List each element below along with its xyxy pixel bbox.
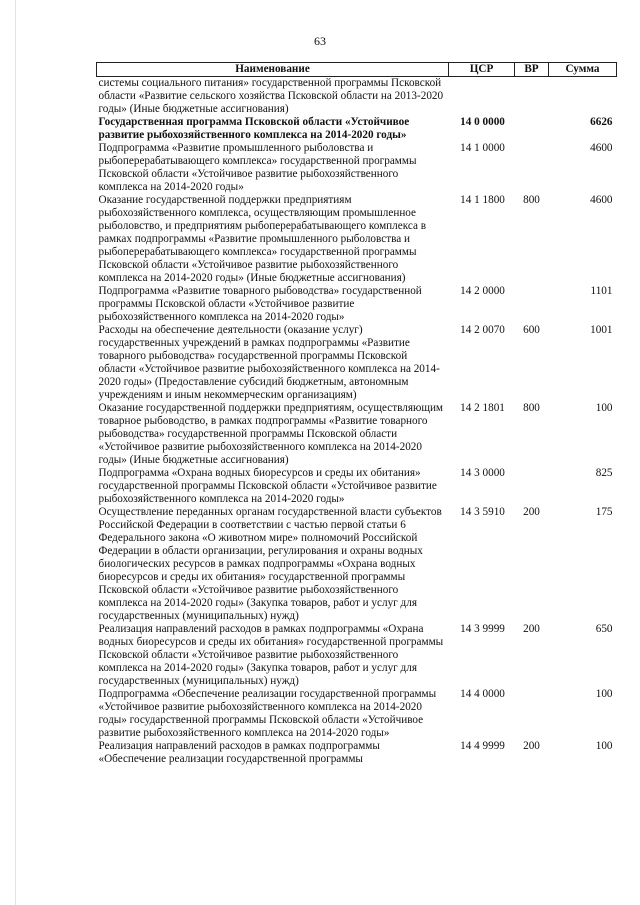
row-sum-cell: 6626	[590, 116, 613, 128]
row-csr-cell: 14 3 9999	[460, 623, 505, 635]
row-name-cell: Расходы на обеспечение деятельности (оказание услуг) государственных учреждений в рамках подпрограммы «Развитие товарного рыбоводства» государственной программы Псковской области «Устойчивое развитие рыбохозяйственного комплекса на 2014-2020 годы» (Предоставление субсидий бюджетным, автономным учреждениям и иным некоммерческим организациям)	[98, 324, 440, 401]
scan-edge-line	[15, 0, 16, 905]
row-vr-cell	[515, 116, 549, 142]
row-name-cell: Оказание государственной поддержки предприятиям рыбохозяйственного комплекса, осуществляющим промышленное рыболовство, и предприятиям рыбоперерабатывающего комплекса в рамках подпрограммы «Развитие промышленного рыболовства и рыбоперерабатывающего комплекса» государственной программы Псковской области «Устойчивое развитие рыбохозяйственного комплекса на 2014-2020 годы» (Иные бюджетные ассигнования)	[98, 194, 427, 284]
row-sum-cell: 100	[595, 740, 613, 752]
table-row	[97, 324, 617, 402]
row-csr-cell	[449, 77, 515, 117]
row-vr-cell	[515, 285, 549, 324]
row-sum-cell: 1101	[590, 285, 613, 297]
row-vr-cell: 200	[523, 506, 540, 518]
row-csr-cell: 14 4 9999	[460, 740, 505, 752]
row-name-cell: Подпрограмма «Развитие промышленного рыболовства и рыбоперерабатывающего комплекса» государственной программы Псковской области «Устойчивое развитие рыбохозяйственного комплекса на 2014-2020 годы»	[98, 142, 417, 193]
row-name-cell: Подпрограмма «Развитие товарного рыбоводства» государственной программы Псковской области «Устойчивое развитие рыбохозяйственного комплекса на 2014-2020 годы»	[98, 285, 422, 323]
row-name-cell: Реализация направлений расходов в рамках подпрограммы «Охрана водных биоресурсов и среды их обитания» государственной программы Псковской области «Устойчивое развитие рыбохозяйственного комплекса на 2014-2020 годы» (Закупка товаров, работ и услуг для государственных (муниципальных) нужд)	[98, 623, 444, 687]
table-row	[97, 285, 617, 324]
table-row	[97, 740, 617, 766]
table-row	[97, 688, 617, 740]
table-header	[97, 63, 617, 77]
row-csr-cell: 14 2 1801	[460, 402, 505, 414]
row-sum-cell: 650	[595, 623, 613, 635]
row-sum-cell: 100	[595, 688, 613, 700]
table-body	[97, 77, 617, 767]
row-sum-cell: 175	[595, 506, 613, 518]
table-row	[97, 194, 617, 285]
row-vr-cell: 800	[523, 194, 540, 206]
row-csr-cell: 14 3 5910	[460, 506, 505, 518]
header-vr: ВР	[515, 63, 549, 77]
table-row	[97, 506, 617, 623]
row-name-cell: системы социального питания» государственной программы Псковской области «Развитие сельского хозяйства Псковской области на 2013-2020 годы» (Иные бюджетные ассигнования)	[98, 77, 444, 115]
row-name-cell: Оказание государственной поддержки предприятиям, осуществляющим товарное рыбоводство, в рамках подпрограммы «Развитие товарного рыбоводства» государственной программы Псковской области «Устойчивое развитие рыбохозяйственного комплекса на 2014-2020 годы» (Иные бюджетные ассигнования)	[98, 402, 444, 466]
row-csr-cell: 14 3 0000	[460, 467, 505, 479]
row-csr-cell: 14 2 0070	[460, 324, 505, 336]
row-vr-cell	[515, 142, 549, 194]
header-name: Наименование	[97, 63, 449, 77]
row-vr-cell: 600	[523, 324, 540, 336]
header-csr: ЦСР	[449, 63, 515, 77]
row-name-cell: Государственная программа Псковской области «Устойчивое развитие рыбохозяйственного комплекса на 2014-2020 годы»	[98, 116, 410, 141]
budget-table	[96, 62, 617, 766]
table-row	[97, 402, 617, 467]
page-number: 63	[314, 34, 326, 48]
row-vr-cell: 200	[523, 623, 540, 635]
row-sum-cell: 4600	[590, 194, 613, 206]
row-name-cell: Реализация направлений расходов в рамках подпрограммы «Обеспечение реализации государственной программы	[98, 740, 380, 765]
row-sum-cell: 100	[595, 402, 613, 414]
table-row	[97, 623, 617, 688]
row-vr-cell	[515, 467, 549, 506]
row-vr-cell: 800	[523, 402, 540, 414]
row-sum-cell: 4600	[590, 142, 613, 154]
row-name-cell: Осуществление переданных органам государственной власти субъектов Российской Федерации в соответствии с частью первой статьи 6 Федерального закона «О животном мире» полномочий Российской Федерации в области организации, регулирования и охраны водных биологических ресурсов в рамках подпрограммы «Охрана водных биоресурсов и среды их обитания» государственной программы Псковской области «Устойчивое развитие рыбохозяйственного комплекса на 2014-2020 годы» (Закупка товаров, работ и услуг для государственных (муниципальных) нужд)	[98, 506, 442, 622]
row-vr-cell	[515, 688, 549, 740]
header-sum: Сумма	[549, 63, 617, 77]
row-csr-cell: 14 1 0000	[460, 142, 505, 154]
row-sum-cell: 825	[595, 467, 613, 479]
row-vr-cell: 200	[523, 740, 540, 752]
row-sum-cell	[549, 77, 617, 117]
table-row	[97, 116, 617, 142]
row-csr-cell: 14 1 1800	[460, 194, 505, 206]
row-csr-cell: 14 4 0000	[460, 688, 505, 700]
table-row	[97, 467, 617, 506]
row-name-cell: Подпрограмма «Охрана водных биоресурсов и среды их обитания» государственной программы Псковской области «Устойчивое развитие рыбохозяйственного комплекса на 2014-2020 годы»	[98, 467, 437, 505]
table-row	[97, 142, 617, 194]
row-sum-cell: 1001	[590, 324, 613, 336]
row-csr-cell: 14 2 0000	[460, 285, 505, 297]
row-vr-cell	[515, 77, 549, 117]
row-csr-cell: 14 0 0000	[460, 116, 505, 128]
table-row	[97, 77, 617, 117]
row-name-cell: Подпрограмма «Обеспечение реализации государственной программы «Устойчивое развитие рыбохозяйственного комплекса на 2014-2020 годы» государственной программы Псковской области «Устойчивое развитие рыбохозяйственного комплекса на 2014-2020 годы»	[98, 688, 437, 739]
